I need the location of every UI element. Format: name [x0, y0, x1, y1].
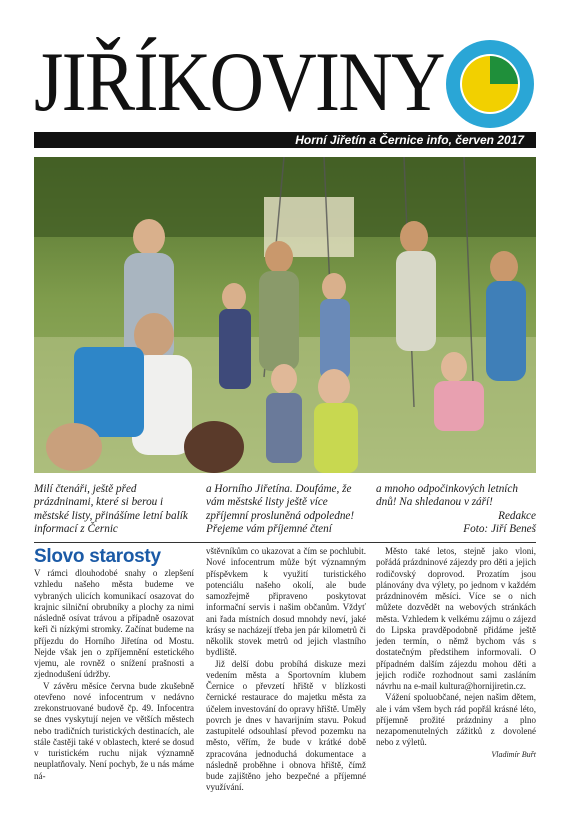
article-paragraph: vštěvníkům co ukazovat a čím se pochlubit. Nové infocentrum může být významným příspěvkem k využití turistického potenciálu našeho okolí, ale bude samozřejmě připraveno poskytovat informační servis i našim občanům. Vždyť ani řada místních dosud mnohdy neví, jaké krásy se nacházejí třeba jen pár kilometrů či několik stovek metrů od jejich vlastního bydliště.	[206, 546, 366, 658]
editorial-caption-text: a mnoho odpočinkových letních dnů! Na shledanou v září!	[376, 483, 518, 509]
article-signature: Vladimír Buřt	[491, 749, 536, 759]
masthead-title: JIŘÍKOVINY	[34, 35, 444, 129]
editorial-caption-part3	[376, 483, 536, 543]
article-paragraph: V rámci dlouhodobé snahy o zlepšení vzhledu našeho města budeme ve vybraných ulicích komunikací osazovat do krajnic silniční obrubníky a plochy za nimi následně osívat trávou a případně osazovat keři či nízkými stromky. Začínat budeme na příjezdu do Horního Jiřetína od Mostu. Nejde však jen o zpříjemnění estetického vjemu, ale rovněž o snížení prašnosti a zjednodušení údržby.	[34, 568, 194, 680]
caption-photo-credit: Foto: Jiří Beneš	[463, 522, 536, 535]
article-paragraph: Již delší dobu probíhá diskuze mezi vedením města a Sportovním klubem Černice o převzetí hřiště v blízkosti černické restaurace do majetku města za účelem investování do opravy hřiště. Uměly povrch je dnes v havarijním stavu. Pokud zastupitelé odsouhlasí převod pozemku na město, věřím, že bude v krátké době zpracována jednoduchá dokumentace a následně proběhne i obnova hřiště, čímž bude zajištěno jeho bezpečné a příjemné využívání.	[206, 658, 366, 793]
article-column-1	[34, 546, 194, 782]
article-column-2	[206, 546, 366, 794]
article-paragraph: Město také letos, stejně jako vloni, pořádá prázdninové zájezdy pro děti a jejich rodičovský doprovod. Prozatím jsou plánovány dva výlety, po jednom v každém prázdninovém měsíci. Více se o nich můžete dozvědět na webových stránkách města. Vzhledem k velkému zájmu o zájezd do Lipska pravděpodobně přidáme ještě jeden termín, o němž bychom vás s dostatečným předstihem informovali. O případném dalším zájezdu mohou děti a jejich rodiče rozhodnout sami zasláním návrhu na e-mail kultura@hornijiretin.cz.	[376, 546, 536, 691]
caption-signature-editors: Redakce	[498, 509, 536, 522]
editorial-caption-part2: a Horního Jiřetína. Doufáme, že vám městské listy ještě více zpříjemní prosluněná odpoledne! Přejeme vám příjemné čtení	[206, 483, 355, 535]
masthead-subtitle: Horní Jiřetín a Černice info, červen 2017	[34, 132, 536, 148]
editorial-caption-part1: Milí čtenáři, ještě před prázdninami, které si berou i městské listy, přinášíme letní balík informací z Černic	[34, 483, 188, 535]
article-column-3	[376, 546, 536, 760]
section-divider	[34, 542, 536, 543]
playground-photo	[34, 157, 536, 473]
article-paragraph: Vážení spoluobčané, nejen našim dětem, ale i vám všem bych rád popřál krásné léto, příjemně prožité prázdniny a plno nezapomenutelných zážitků z dovolené nebo z výletů.	[376, 692, 536, 748]
article-heading: Slovo starosty	[34, 546, 161, 567]
article-paragraph: V závěru měsíce června bude zkušebně otevřeno nové infocentrum v nedávno zrekonstruované budově čp. 49. Infocentra se dnes vyskytují nejen ve větších městech nebo tradičních turistických destinacích, ale stále častěji také v oblastech, které se dosud v turistickém ruchu nijak významně neuplatňovaly. Není pochyb, že u nás máme ná-	[34, 680, 194, 781]
town-logo-icon	[444, 38, 536, 130]
